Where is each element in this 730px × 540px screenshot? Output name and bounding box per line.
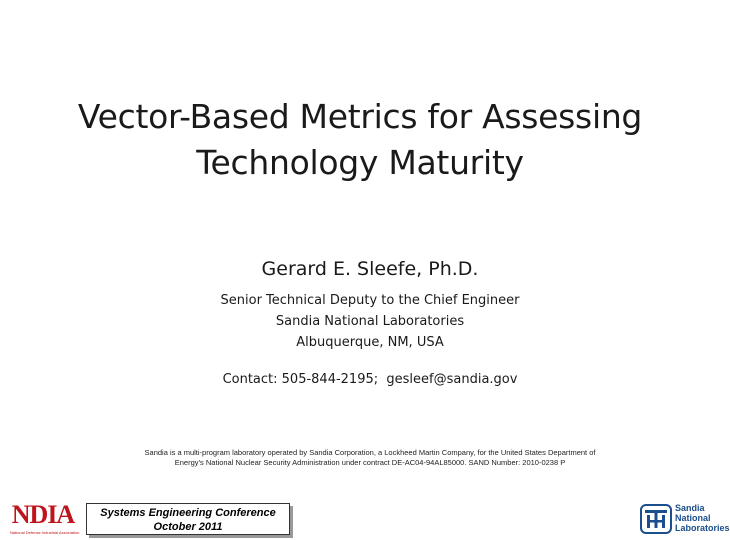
author-position: Senior Technical Deputy to the Chief Engineer xyxy=(220,293,520,308)
sandia-logo xyxy=(640,500,730,538)
sandia-thunderbird-icon xyxy=(640,504,672,534)
author-organization: Sandia National Laboratories xyxy=(275,314,465,329)
author-location: Albuquerque, NM, USA xyxy=(296,335,444,350)
title-line-1: Vector-Based Metrics for Assessing xyxy=(77,97,643,136)
ndia-tagline: National Defense Industrial Association xyxy=(10,530,80,535)
contact-info: Contact: 505-844-2195; gesleef@sandia.gov xyxy=(222,372,518,387)
sandia-word-2: National xyxy=(675,513,711,523)
conference-date: October 2011 xyxy=(153,521,223,533)
ndia-logo-text: NDIA xyxy=(11,500,75,529)
title-line-2: Technology Maturity xyxy=(196,143,524,182)
author-affiliation xyxy=(160,290,580,353)
sandia-word-3: Laboratories xyxy=(675,523,730,533)
disclaimer-line-2: Energy’s National Nuclear Security Administration under contract DE-AC04-94AL85000. SAND Number: 2010-0238 P xyxy=(174,458,566,467)
author-name: Gerard E. Sleefe, Ph.D. xyxy=(261,258,479,280)
disclaimer-line-1: Sandia is a multi-program laboratory operated by Sandia Corporation, a Lockheed Martin Company, for the United States Department of xyxy=(144,448,596,457)
disclaimer xyxy=(100,448,640,468)
ndia-logo-icon xyxy=(10,500,80,536)
sandia-logo-text xyxy=(675,503,730,533)
conference-name: Systems Engineering Conference xyxy=(100,507,276,519)
sandia-word-1: Sandia xyxy=(675,503,705,513)
conference-box xyxy=(86,503,290,535)
slide-title xyxy=(40,94,680,186)
